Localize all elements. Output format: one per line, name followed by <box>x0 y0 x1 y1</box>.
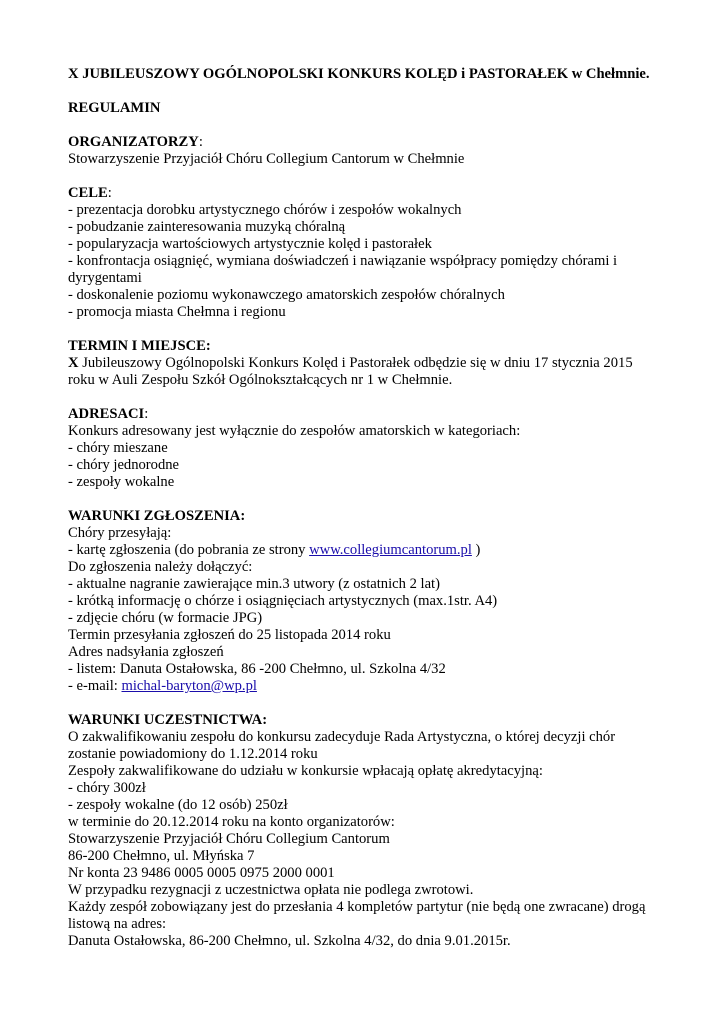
uczestnictwa-line: listową na adres: <box>68 916 167 932</box>
uczestnictwa-line: Danuta Ostałowska, 86-200 Chełmno, ul. Szkolna 4/32, do dnia 9.01.2015r. <box>68 933 511 949</box>
organizatorzy-colon: : <box>198 134 203 150</box>
zgloszenia-line: - kartę zgłoszenia (do pobrania ze strony <box>68 542 310 558</box>
uczestnictwa-line: - chóry 300zł <box>68 780 146 796</box>
uczestnictwa-line: W przypadku rezygnacji z uczestnictwa opłata nie podlega zwrotowi. <box>68 882 474 898</box>
uczestnictwa-line: w terminie do 20.12.2014 roku na konto organizatorów: <box>68 814 395 830</box>
adresaci-colon: : <box>144 406 149 422</box>
termin-line2: roku w Auli Zespołu Szkół Ogólnokształcących nr 1 w Chełmnie. <box>68 372 453 388</box>
uczestnictwa-line: O zakwalifikowaniu zespołu do konkursu zadecyduje Rada Artystyczna, o której decyzji chór <box>68 729 616 745</box>
cele-item: - konfrontacja osiągnięć, wymiana doświadczeń i nawiązanie współpracy pomiędzy chórami i dyrygentami <box>68 253 618 286</box>
zgloszenia-line: - aktualne nagranie zawierające min.3 utwory (z ostatnich 2 lat) <box>68 576 440 592</box>
organizatorzy-text: Stowarzyszenie Przyjaciół Chóru Collegium Cantorum w Chełmnie <box>68 151 465 167</box>
organizatorzy-heading: ORGANIZATORZY <box>68 134 199 150</box>
zgloszenia-line: Chóry przesyłają: <box>68 525 172 541</box>
uczestnictwa-line: zostanie powiadomiony do 1.12.2014 roku <box>68 746 318 762</box>
zgloszenia-line: Termin przesyłania zgłoszeń do 25 listopada 2014 roku <box>68 627 391 643</box>
zgloszenia-line: - e-mail: <box>68 678 122 694</box>
cele-item: - doskonalenie poziomu wykonawczego amatorskich zespołów chóralnych <box>68 287 505 303</box>
uczestnictwa-line: Zespoły zakwalifikowane do udziału w konkursie wpłacają opłatę akredytacyjną: <box>68 763 543 779</box>
zgloszenia-line: - listem: Danuta Ostałowska, 86 -200 Chełmno, ul. Szkolna 4/32 <box>68 661 446 677</box>
uczestnictwa-line: Nr konta 23 9486 0005 0005 0975 2000 0001 <box>68 865 335 881</box>
cele-item: - pobudzanie zainteresowania muzyką chóralną <box>68 219 346 235</box>
cele-colon: : <box>107 185 112 201</box>
zgloszenia-line: - krótką informację o chórze i osiągnięciach artystycznych (max.1str. A4) <box>68 593 498 609</box>
uczestnictwa-line: - zespoły wokalne (do 12 osób) 250zł <box>68 797 288 813</box>
section-warunki-zgloszenia <box>68 508 684 695</box>
zgloszenia-line: ) <box>471 542 481 558</box>
adresaci-item: - chóry jednorodne <box>68 457 180 473</box>
section-termin <box>68 338 684 389</box>
zgloszenia-line: Adres nadsyłania zgłoszeń <box>68 644 224 660</box>
collegium-website-link[interactable]: www.collegiumcantorum.pl <box>309 542 472 558</box>
termin-heading: TERMIN I MIEJSCE: <box>68 338 211 354</box>
document-title: X JUBILEUSZOWY OGÓLNOPOLSKI KONKURS KOLĘD i PASTORAŁEK w Chełmnie. <box>68 66 650 82</box>
warunki-zgloszenia-heading: WARUNKI ZGŁOSZENIA: <box>68 508 246 524</box>
adresaci-heading: ADRESACI <box>68 406 145 422</box>
email-link[interactable]: michal-baryton@wp.pl <box>121 678 257 694</box>
zgloszenia-line: - zdjęcie chóru (w formacie JPG) <box>68 610 263 626</box>
uczestnictwa-line: Stowarzyszenie Przyjaciół Chóru Collegium Cantorum <box>68 831 390 847</box>
zgloszenia-line: Do zgłoszenia należy dołączyć: <box>68 559 253 575</box>
section-cele <box>68 185 684 321</box>
adresaci-intro: Konkurs adresowany jest wyłącznie do zespołów amatorskich w kategoriach: <box>68 423 521 439</box>
regulamin-heading: REGULAMIN <box>68 100 161 116</box>
uczestnictwa-line: Każdy zespół zobowiązany jest do przesłania 4 kompletów partytur (nie będą one zwracane) drogą <box>68 899 646 915</box>
cele-heading: CELE <box>68 185 108 201</box>
section-organizatorzy <box>68 134 684 168</box>
section-warunki-uczestnictwa <box>68 712 684 950</box>
warunki-uczestnictwa-heading: WARUNKI UCZESTNICTWA: <box>68 712 268 728</box>
termin-line1: Jubileuszowy Ogólnopolski Konkurs Kolęd i Pastorałek odbędzie się w dniu 17 stycznia 2015 <box>78 355 633 371</box>
cele-item: - promocja miasta Chełmna i regionu <box>68 304 286 320</box>
cele-item: - popularyzacja wartościowych artystycznie kolęd i pastorałek <box>68 236 432 252</box>
uczestnictwa-line: 86-200 Chełmno, ul. Młyńska 7 <box>68 848 255 864</box>
termin-bold-x: X <box>68 355 79 371</box>
cele-item: - prezentacja dorobku artystycznego chórów i zespołów wokalnych <box>68 202 462 218</box>
adresaci-item: - chóry mieszane <box>68 440 168 456</box>
section-adresaci <box>68 406 684 491</box>
adresaci-item: - zespoły wokalne <box>68 474 175 490</box>
